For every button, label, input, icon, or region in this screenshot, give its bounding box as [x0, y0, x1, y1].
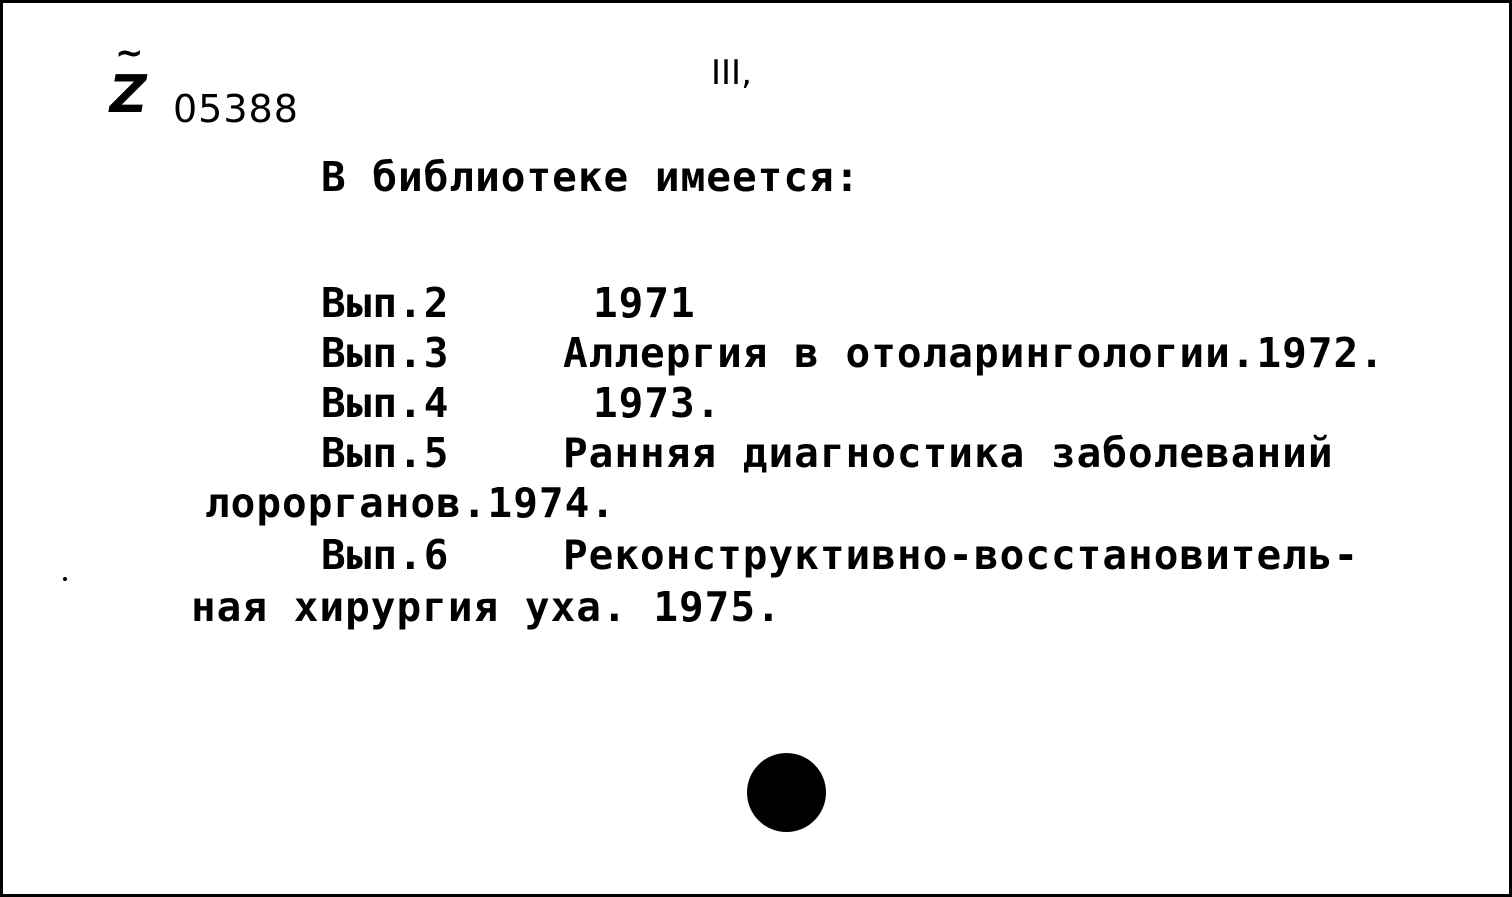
issue-text: 1971: [593, 279, 696, 327]
issue-text: 1973.: [593, 379, 722, 427]
issue-text-continuation: ная хирургия уха. 1975.: [191, 583, 782, 631]
call-mark-tilde: ~: [115, 33, 144, 73]
holdings-heading: В библиотеке имеется:: [321, 153, 861, 201]
issue-label: Вып.4: [321, 379, 450, 427]
issue-text: Ранняя диагностика заболеваний: [563, 429, 1334, 477]
issue-label: Вып.5: [321, 429, 450, 477]
call-mark-letter: Z: [103, 65, 153, 125]
issue-label: Вып.3: [321, 329, 450, 377]
call-number: 05388: [173, 87, 299, 131]
issue-label: Вып.2: [321, 279, 450, 327]
shelf-mark: III,: [711, 53, 752, 93]
punch-hole: [747, 753, 826, 832]
issue-text-continuation: лорорганов.1974.: [205, 479, 616, 527]
issue-label: Вып.6: [321, 531, 450, 579]
issue-text: Аллергия в отоларингологии.1972.: [563, 329, 1385, 377]
ink-speck: [63, 577, 67, 581]
issue-text: Реконструктивно-восстановитель-: [563, 531, 1360, 579]
